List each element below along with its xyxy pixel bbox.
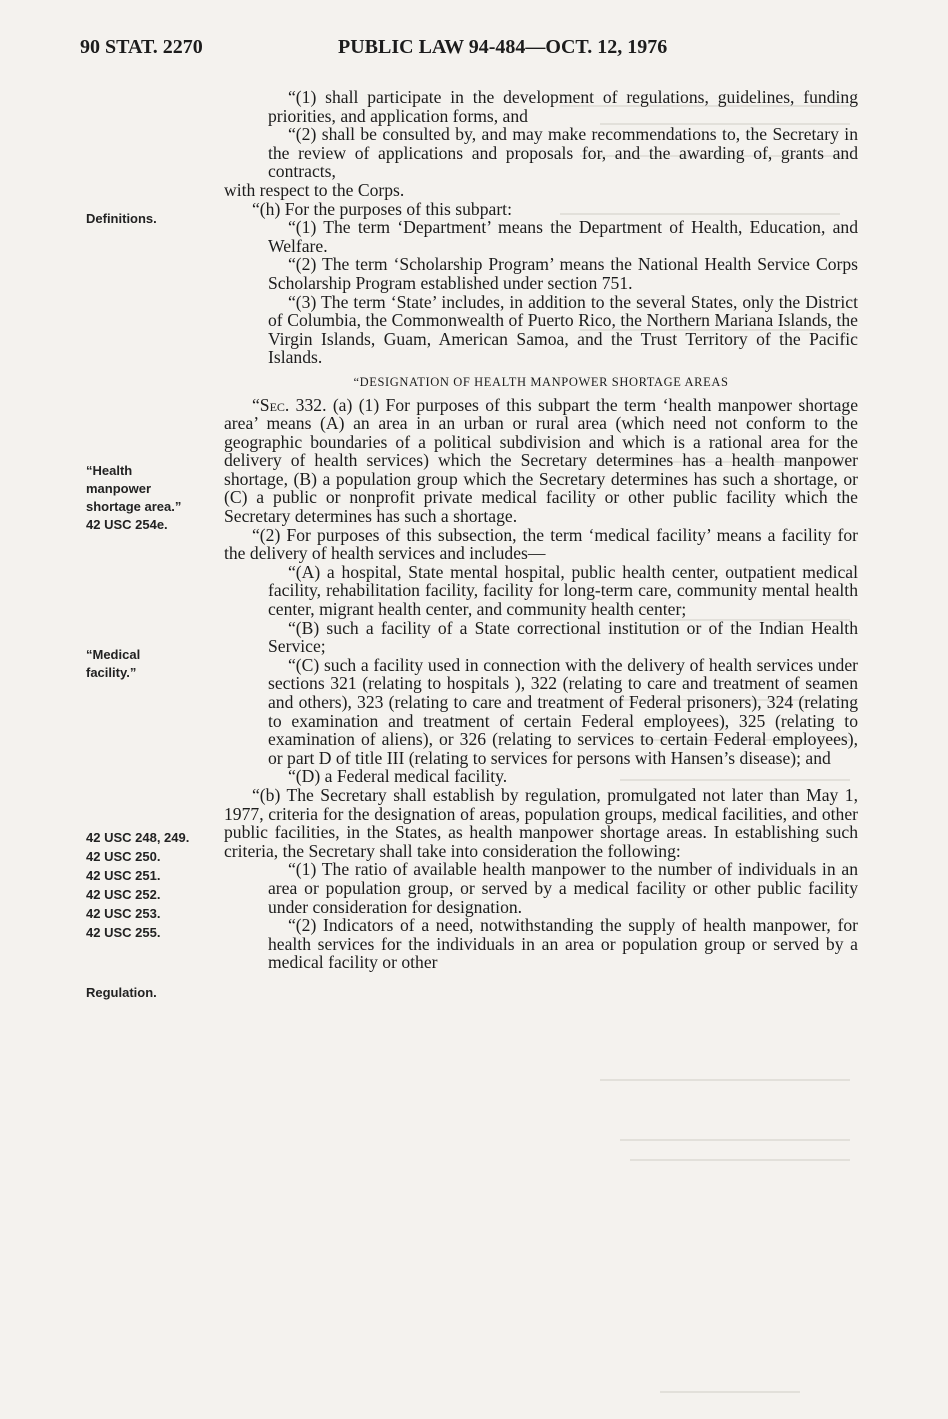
- paragraph-a2: “(2) For purposes of this subsection, the term ‘medical facility’ means a facility for the delivery of health services and includes—: [224, 524, 858, 564]
- margin-note-health-manpower-shortage-area: “Health manpower shortage area.” 42 USC 254e.: [86, 463, 182, 532]
- paragraph-sec-332-a1: [224, 396, 858, 526]
- stat-citation: 90 STAT. 2270: [80, 36, 203, 58]
- paragraph-g-tail: with respect to the Corps.: [224, 179, 405, 200]
- section-label: “Sec.: [252, 394, 290, 415]
- paragraph-C: “(C) such a facility used in connection with the delivery of health services under sections 321 (relating to hospitals ), 322 (relating to care and treatment of seamen and others), 323 (relating to care and treatment of Federal prisoners), 324 (relating to examination and treatment of certain Federal employees), 325 (relating to examination of aliens), or 326 (relating to services to certain Federal employees), or part D of title III (relating to services for persons with Hansen’s disease); and: [268, 654, 858, 768]
- paragraph-b1: “(1) The ratio of available health manpower to the number of individuals in an area or population group, or served by a medical facility or other public facility under consideration for designation.: [268, 859, 858, 917]
- section-text: 332. (a) (1) For purposes of this subpart the term ‘health manpower shortage area’ means (A) an area in an urban or rural area (which need not conform to the geographic boundaries of a political subdivision and which is a rational area for the delivery of health services) which the Secretary determines has a health manpower shortage, (B) a population group which the Secretary determines has such a shortage, or (C) a public or nonprofit private medical facility or other public facility which the Secretary determines has such a shortage.: [224, 394, 858, 527]
- paragraph-D: “(D) a Federal medical facility.: [288, 766, 508, 787]
- paragraph-h2: “(2) The term ‘Scholarship Program’ means the National Health Service Corps Scholarship Program established under section 751.: [268, 254, 858, 293]
- page-header: [0, 36, 948, 66]
- paragraph-h3: “(3) The term ‘State’ includes, in addition to the several States, only the District of Columbia, the Commonwealth of Puerto Rico, the Northern Mariana Islands, the Virgin Islands, Guam, American Samoa, and the Trust Territory of the Pacific Islands.: [268, 291, 858, 368]
- margin-note-usc-citations: 42 USC 248, 249. 42 USC 250. 42 USC 251. 42 USC 252. 42 USC 253. 42 USC 255.: [86, 830, 190, 940]
- paragraph-b2: “(2) Indicators of a need, notwithstanding the supply of health manpower, for health services for the individuals in an area or population group or served by a medical facility or other: [268, 915, 858, 973]
- margin-note-regulation: Regulation.: [86, 985, 157, 1000]
- margin-note-definitions: Definitions.: [86, 211, 157, 226]
- law-title: PUBLIC LAW 94-484—OCT. 12, 1976: [338, 36, 668, 58]
- paragraph-g2: “(2) shall be consulted by, and may make recommendations to, the Secretary in the review of applications and proposals for, and the awarding of, grants and contracts,: [268, 124, 858, 182]
- paragraph-g1: “(1) shall participate in the development of regulations, guidelines, funding priorities, and application forms, and: [268, 87, 858, 126]
- paragraph-h1: “(1) The term ‘Department’ means the Department of Health, Education, and Welfare.: [268, 217, 858, 256]
- margin-note-medical-facility: “Medical facility.”: [86, 647, 141, 680]
- page-body: [224, 88, 858, 972]
- paragraph-A: “(A) a hospital, State mental hospital, public health center, outpatient medical facility, rehabilitation facility, facility for long-term care, community mental health center, migrant health center, and community health center;: [268, 561, 858, 620]
- paragraph-B: “(B) such a facility of a State correctional institution or of the Indian Health Service;: [268, 617, 858, 657]
- section-heading: “DESIGNATION OF HEALTH MANPOWER SHORTAGE AREAS: [353, 374, 729, 389]
- paragraph-h: “(h) For the purposes of this subpart:: [252, 198, 512, 219]
- paragraph-b: “(b) The Secretary shall establish by regulation, promulgated not later than May 1, 1977, criteria for the designation of areas, population groups, medical facilities, and other public facilities, in the States, as health manpower shortage areas. In establishing such criteria, the Secretary shall take into consideration the following:: [224, 784, 858, 861]
